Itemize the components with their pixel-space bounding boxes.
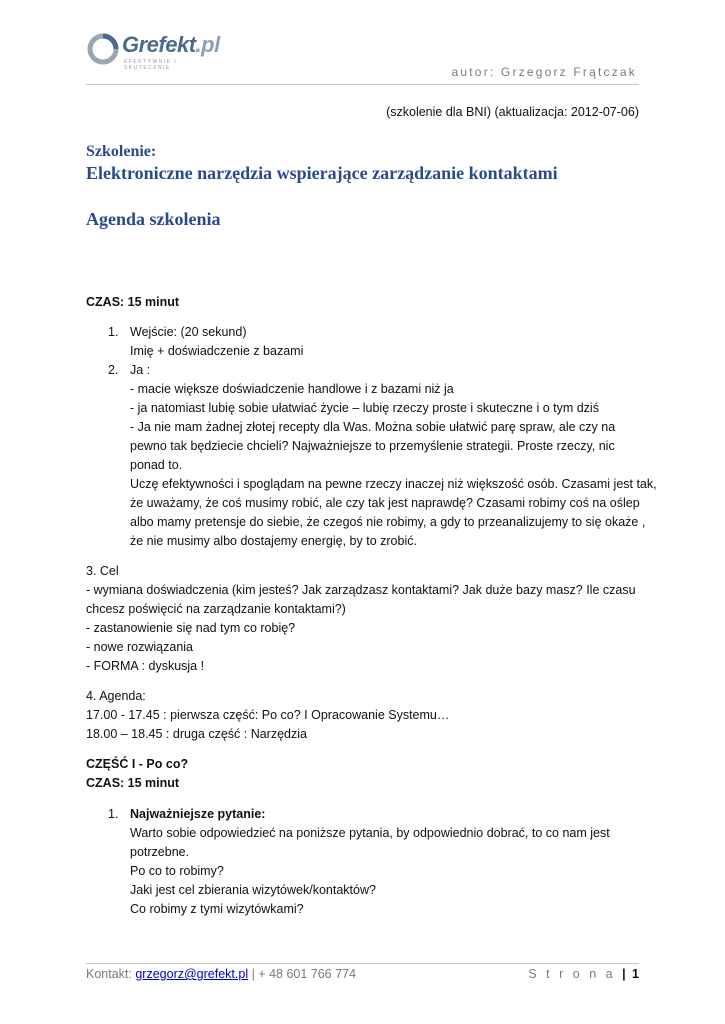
logo bbox=[86, 30, 220, 80]
list-item: ponad to. bbox=[130, 458, 183, 472]
list-item: pewno tak będziecie chcieli? Najważniejsze to przemyślenie strategii. Proste rzeczy, nic bbox=[130, 439, 615, 453]
logo-ring-icon bbox=[86, 32, 120, 66]
logo-tagline: EFEKTYWNIE I SKUTECZNIE bbox=[124, 59, 178, 71]
logo-wordmark: Grefekt.pl bbox=[122, 32, 220, 57]
section-heading: 4. Agenda: bbox=[86, 689, 146, 703]
page-number: 1 bbox=[632, 967, 639, 981]
text-line: - wymiana doświadczenia (kim jesteś? Jak zarządzasz kontaktami? Jak duże bazy masz? Ile czasu bbox=[86, 583, 636, 597]
list-number: 1. bbox=[108, 807, 119, 821]
meta-line: (szkolenie dla BNI) (aktualizacja: 2012-07-06) bbox=[386, 105, 639, 119]
list-item: Co robimy z tymi wizytówkami? bbox=[130, 902, 304, 916]
section-heading: 3. Cel bbox=[86, 564, 119, 578]
contact-label: Kontakt: bbox=[86, 967, 132, 981]
text-line: - FORMA : dyskusja ! bbox=[86, 659, 205, 673]
list-item: - Ja nie mam żadnej złotej recepty dla Was. Można sobie ułatwić parę spraw, ale czy na bbox=[130, 420, 616, 434]
footer-divider bbox=[86, 963, 639, 964]
list-item: - ja natomiast lubię sobie ułatwiać życie – lubię rzeczy proste i skuteczne i o tym dziś bbox=[130, 401, 599, 415]
list-item-heading: Najważniejsze pytanie: bbox=[130, 807, 266, 821]
list-number: 2. bbox=[108, 363, 119, 377]
phone-text: | + 48 601 766 774 bbox=[248, 967, 356, 981]
email-link[interactable]: grzegorz@grefekt.pl bbox=[135, 967, 249, 981]
list-item: Po co to robimy? bbox=[130, 864, 224, 878]
time-label: CZAS: 15 minut bbox=[86, 776, 180, 790]
list-item: Jaki jest cel zbierania wizytówek/kontaktów? bbox=[130, 883, 376, 897]
list-item: że uważamy, że coś musimy robić, ale czy tak jest naprawdę? Czasami robimy coś na oślep bbox=[130, 496, 640, 510]
time-label: CZAS: 15 minut bbox=[86, 295, 180, 309]
list-item: albo mamy pretensje do siebie, że czegoś nie robimy, a gdy to przeanalizujemy to się okaże , bbox=[130, 515, 646, 529]
list-item: potrzebne. bbox=[130, 845, 190, 859]
footer-contact bbox=[86, 967, 356, 981]
agenda-heading: Agenda szkolenia bbox=[86, 209, 221, 229]
part-heading: CZĘŚĆ I - Po co? bbox=[86, 757, 189, 771]
list-item: Wejście: (20 sekund) bbox=[130, 325, 247, 339]
text-line: 17.00 - 17.45 : pierwsza część: Po co? I Opracowanie Systemu… bbox=[86, 708, 450, 722]
text-line: 18.00 – 18.45 : druga część : Narzędzia bbox=[86, 727, 307, 741]
list-number: 1. bbox=[108, 325, 119, 339]
list-item: że nie musimy albo dostajemy energię, by to zrobić. bbox=[130, 534, 417, 548]
title-label: Szkolenie: bbox=[86, 143, 157, 160]
text-line: - nowe rozwiązania bbox=[86, 640, 193, 654]
header-divider bbox=[86, 84, 639, 85]
page-separator: | bbox=[622, 967, 626, 981]
text-line: - zastanowienie się nad tym co robię? bbox=[86, 621, 296, 635]
page-title: Elektroniczne narzędzia wspierające zarządzanie kontaktami bbox=[86, 163, 558, 183]
list-item: - macie większe doświadczenie handlowe i z bazami niż ja bbox=[130, 382, 454, 396]
author-line: autor: Grzegorz Frątczak bbox=[451, 65, 637, 79]
text-line: chcesz poświęcić na zarządzanie kontaktami?) bbox=[86, 602, 346, 616]
page-label: S t r o n a bbox=[528, 967, 616, 981]
list-item: Warto sobie odpowiedzieć na poniższe pytania, by odpowiednio dobrać, to co nam jest bbox=[130, 826, 610, 840]
list-item: Imię + doświadczenie z bazami bbox=[130, 344, 304, 358]
list-item: Ja : bbox=[130, 363, 151, 377]
list-item: Uczę efektywności i spoglądam na pewne rzeczy inaczej niż większość osób. Czasami jest tak, bbox=[130, 477, 657, 491]
page-indicator bbox=[528, 967, 639, 981]
